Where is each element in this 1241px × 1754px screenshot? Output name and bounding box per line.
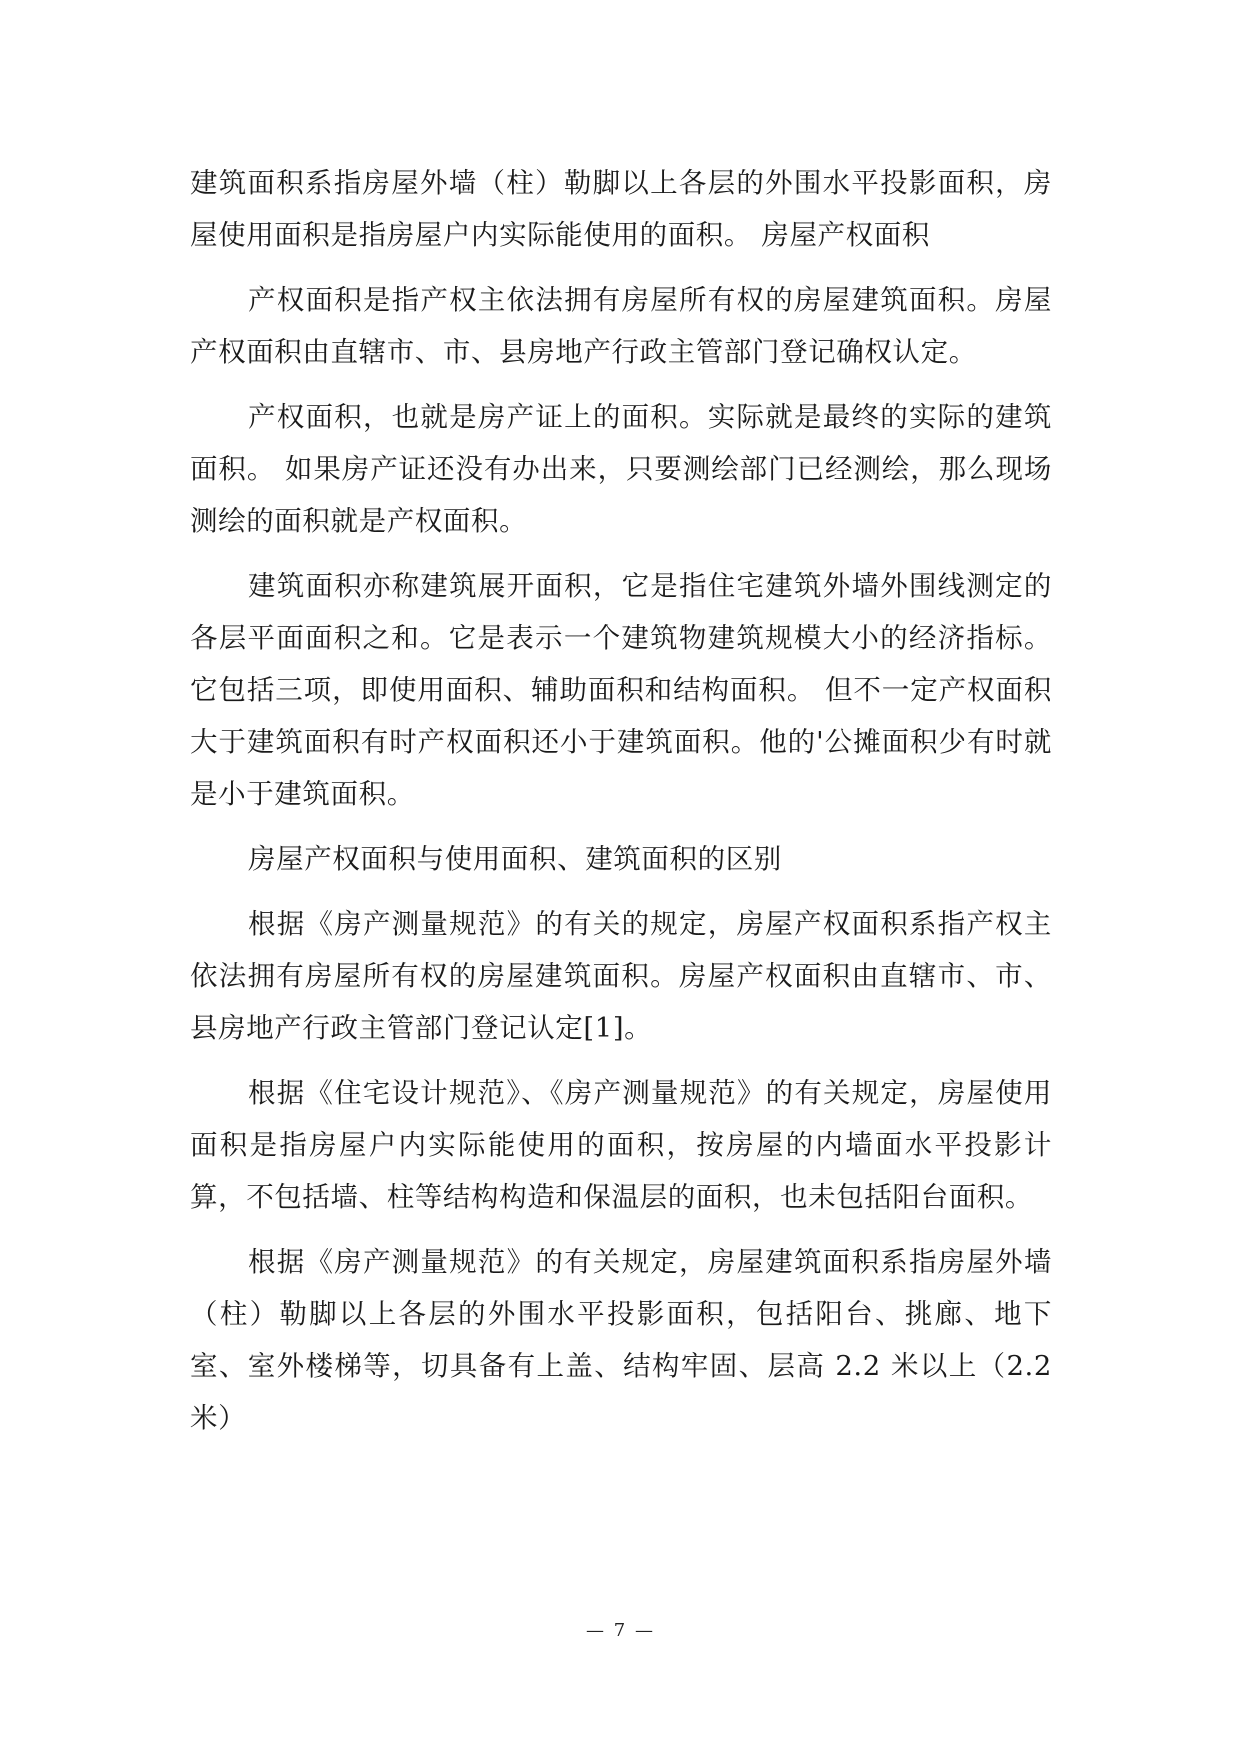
paragraph-3: 产权面积，也就是房产证上的面积。实际就是最终的实际的建筑面积。 如果房产证还没有办出来，只要测绘部门已经测绘，那么现场测绘的面积就是产权面积。 <box>190 401 1052 537</box>
section-heading: 房屋产权面积与使用面积、建筑面积的区别 <box>248 843 782 875</box>
page-number: — 7 — <box>586 1620 655 1641</box>
paragraph-6: 根据《房产测量规范》的有关的规定，房屋产权面积系指产权主依法拥有房屋所有权的房屋建筑面积。房屋产权面积由直辖市、市、县房地产行政主管部门登记认定[1]。 <box>190 908 1052 1044</box>
paragraph-8: 根据《房产测量规范》的有关规定，房屋建筑面积系指房屋外墙（柱）勒脚以上各层的外围水平投影面积，包括阳台、挑廊、地下室、室外楼梯等，切具备有上盖、结构牢固、层高 2.2 米以上（2.2 米） <box>190 1246 1052 1434</box>
paragraph-7: 根据《住宅设计规范》、《房产测量规范》的有关规定，房屋使用面积是指房屋户内实际能使用的面积，按房屋的内墙面水平投影计算，不包括墙、柱等结构构造和保温层的面积，也未包括阳台面积。 <box>190 1077 1052 1213</box>
paragraph-1: 建筑面积系指房屋外墙（柱）勒脚以上各层的外围水平投影面积，房屋使用面积是指房屋户内实际能使用的面积。 房屋产权面积 <box>190 167 1052 251</box>
page-body <box>190 157 1052 1444</box>
paragraph-4: 建筑面积亦称建筑展开面积，它是指住宅建筑外墙外围线测定的各层平面面积之和。它是表示一个建筑物建筑规模大小的经济指标。它包括三项，即使用面积、辅助面积和结构面积。 但不一定产权面积大于建筑面积有时产权面积还小于建筑面积。他的'公摊面积少有时就是小于建筑面积。 <box>190 570 1052 810</box>
paragraph-2: 产权面积是指产权主依法拥有房屋所有权的房屋建筑面积。房屋产权面积由直辖市、市、县房地产行政主管部门登记确权认定。 <box>190 284 1052 368</box>
